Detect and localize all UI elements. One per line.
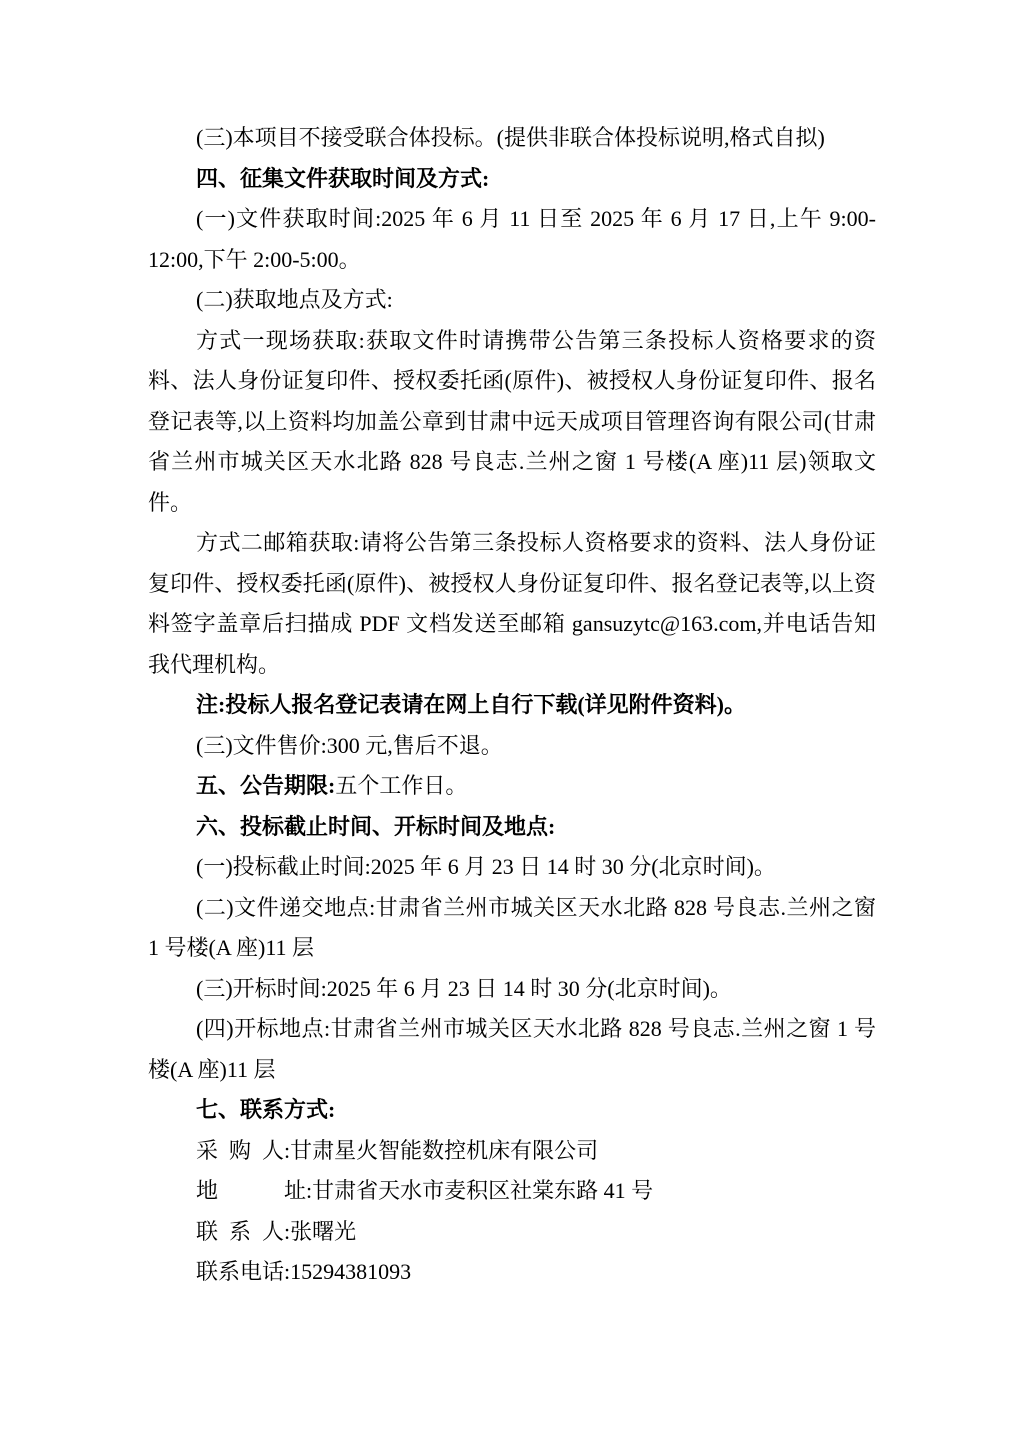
clause-submission-location bbox=[148, 888, 876, 969]
text-run: 地 址:甘肃省天水市麦积区社棠东路 41 号 bbox=[196, 1178, 654, 1203]
note-registration-form-download bbox=[148, 685, 876, 726]
text-run: (二)获取地点及方式: bbox=[196, 287, 393, 312]
clause-method-1-onsite bbox=[148, 321, 876, 524]
document-body bbox=[148, 118, 876, 1293]
text-run: (二)文件递交地点:甘肃省兰州市城关区天水北路 828 号良志.兰州之窗 1 号楼(A 座)11 层 bbox=[148, 894, 876, 960]
contact-person bbox=[148, 1212, 876, 1253]
bold-text-run: 五、公告期限: bbox=[196, 773, 336, 798]
bold-text-run: 六、投标截止时间、开标时间及地点: bbox=[196, 813, 556, 839]
clause-no-consortium-bid bbox=[148, 118, 876, 159]
contact-address bbox=[148, 1171, 876, 1212]
heading-section-6-deadline-and-opening bbox=[148, 807, 876, 848]
clause-opening-location bbox=[148, 1009, 876, 1090]
bold-text-run: 四、征集文件获取时间及方式: bbox=[196, 165, 490, 191]
clause-bid-deadline bbox=[148, 847, 876, 888]
text-run: 方式二邮箱获取:请将公告第三条投标人资格要求的资料、法人身份证复印件、授权委托函(原件)、被授权人身份证复印件、报名登记表等,以上资料签字盖章后扫描成 PDF 文档发送至邮箱 gansuzytc@163.com,并电话告知我代理机构。 bbox=[148, 530, 876, 677]
text-run: 联系电话:15294381093 bbox=[196, 1259, 412, 1284]
contact-phone bbox=[148, 1252, 876, 1293]
heading-section-7-contact bbox=[148, 1090, 876, 1131]
text-run: 方式一现场获取:获取文件时请携带公告第三条投标人资格要求的资料、法人身份证复印件、授权委托函(原件)、被授权人身份证复印件、报名登记表等,以上资料均加盖公章到甘肃中远天成项目管理咨询有限公司(甘肃省兰州市城关区天水北路 828 号良志.兰州之窗 1 号楼(A 座)11 层)领取文件。 bbox=[148, 327, 876, 515]
contact-purchaser bbox=[148, 1131, 876, 1172]
text-run: 联 系 人:张曙光 bbox=[196, 1218, 357, 1244]
heading-section-5-announcement-period bbox=[148, 766, 876, 807]
text-run: (四)开标地点:甘肃省兰州市城关区天水北路 828 号良志.兰州之窗 1 号楼(A 座)11 层 bbox=[148, 1016, 876, 1082]
clause-document-price bbox=[148, 726, 876, 767]
heading-section-4-file-acquisition bbox=[148, 159, 876, 200]
bold-text-run: 七、联系方式: bbox=[196, 1097, 336, 1122]
text-run: 五个工作日。 bbox=[335, 773, 468, 798]
text-run: (三)本项目不接受联合体投标。(提供非联合体投标说明,格式自拟) bbox=[196, 125, 825, 150]
clause-file-acquisition-time bbox=[148, 199, 876, 280]
bold-text-run: 注:投标人报名登记表请在网上自行下载(详见附件资料)。 bbox=[196, 692, 746, 717]
clause-opening-time bbox=[148, 969, 876, 1010]
text-run: (一)文件获取时间:2025 年 6 月 11 日至 2025 年 6 月 17 日,上午 9:00-12:00,下午 2:00-5:00。 bbox=[148, 206, 876, 272]
text-run: (一)投标截止时间:2025 年 6 月 23 日 14 时 30 分(北京时间)。 bbox=[196, 854, 776, 879]
text-run: 采 购 人:甘肃星火智能数控机床有限公司 bbox=[196, 1137, 599, 1163]
clause-method-2-email bbox=[148, 523, 876, 685]
clause-acquisition-location-heading bbox=[148, 280, 876, 321]
text-run: (三)文件售价:300 元,售后不退。 bbox=[196, 732, 503, 758]
text-run: (三)开标时间:2025 年 6 月 23 日 14 时 30 分(北京时间)。 bbox=[196, 975, 732, 1001]
